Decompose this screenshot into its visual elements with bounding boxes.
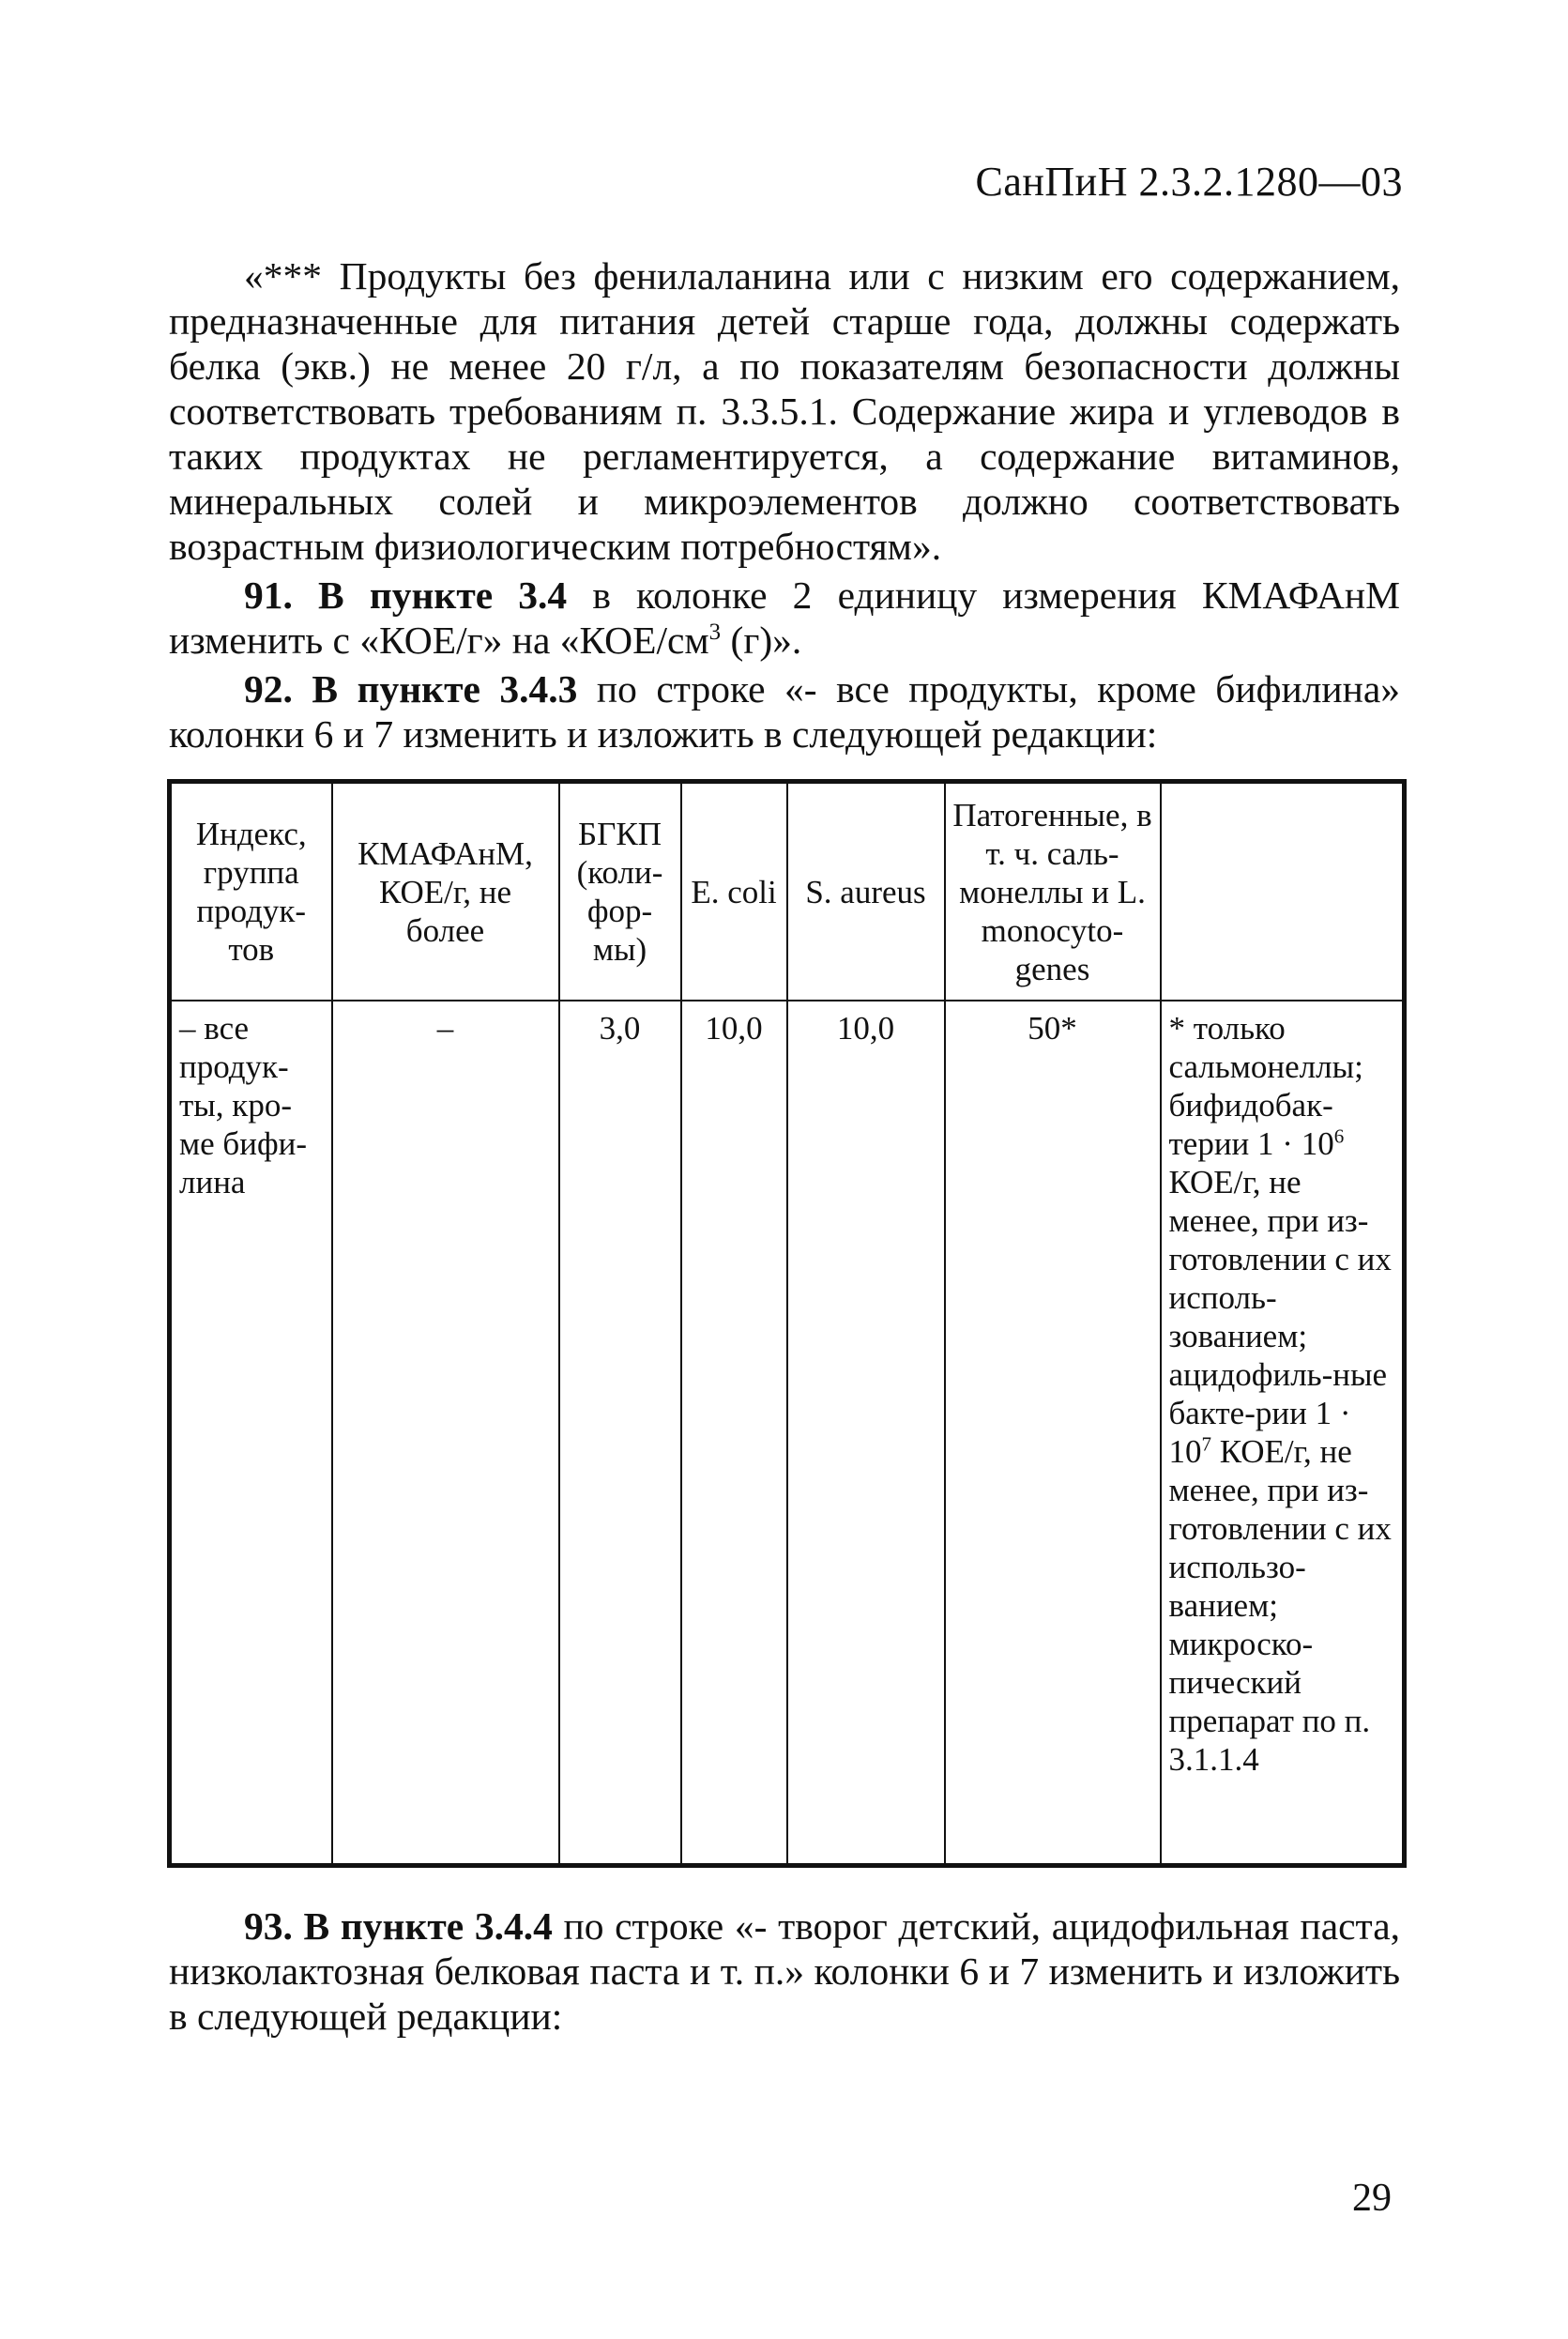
cell-kmafanm: – (332, 1001, 559, 1866)
item-93-lead: 93. В пункте 3.4.4 (244, 1904, 553, 1948)
note-text-2: КОЕ/г, не менее, при из-готовлении с их исполь-зованием; ацидофиль-ные бакте-рии 1 · 10 (1168, 1164, 1392, 1470)
item-91-text: в колонке 2 единицу измерения КМАФАнМ изменить с «КОЕ/г» на «КОЕ/см (169, 573, 1401, 662)
cell-bgkp: 3,0 (559, 1001, 681, 1866)
intro-section (169, 253, 1400, 757)
item-93-text: по строке «- творог детский, ацидофильная паста, низколактозная белковая паста и т. п.» колонки 6 и 7 изменить и изложить в следующей редакции: (169, 1904, 1400, 2038)
note-superscript-1: 6 (1333, 1124, 1345, 1148)
table-row (170, 1001, 1405, 1866)
item-92-paragraph (169, 666, 1400, 757)
page-number: 29 (1352, 2177, 1392, 2220)
note-superscript-2: 7 (1201, 1432, 1211, 1456)
intro-paragraph: «*** Продукты без фенилаланина или с низким его содержанием, предназначенные для питания детей старше года, должны содержать белка (экв.) не менее 20 г/л, а по показателям безопасности должны соответствовать требованиям п. 3.3.5.1. Содержание жира и углеводов в таких продуктах не регламентируется, а содержание витаминов, минеральных солей и микроэлементов должно соответствовать возрастным физиологическим потребностям». (169, 254, 1400, 568)
item-92-lead: 92. В пункте 3.4.3 (244, 667, 578, 711)
item-92-text: по строке «- все продукты, кроме бифилина» колонки 6 и 7 изменить и изложить в следующей редакции: (169, 667, 1400, 756)
header-pathogens: Патогенные, в т. ч. саль-монеллы и L. monocyto-genes (945, 782, 1161, 1001)
item-93-paragraph (169, 1903, 1400, 2039)
note-text-3: КОЕ/г, не менее, при из-готовлении с их использо-ванием; микроско-пический препарат по п. 3.1.1.4 (1168, 1433, 1392, 1778)
item-91-lead: 91. В пункте 3.4 (244, 573, 568, 617)
item-91-paragraph (169, 573, 1400, 663)
cell-saureus: 10,0 (787, 1001, 945, 1866)
header-product-group: Индекс, группа продук-тов (170, 782, 332, 1001)
header-notes (1161, 782, 1405, 1001)
cell-ecoli: 10,0 (681, 1001, 787, 1866)
item-91-superscript: 3 (708, 619, 722, 646)
header-ecoli: E. coli (681, 782, 787, 1001)
cell-product-group: – все продук-ты, кро-ме бифи-лина (170, 1001, 332, 1866)
header-kmafanm: КМАФАнМ, КОЕ/г, не более (332, 782, 559, 1001)
requirements-table (167, 779, 1407, 1868)
cell-pathogens: 50* (945, 1001, 1161, 1866)
item-91-text-end: (г)». (721, 619, 802, 662)
note-text-1: * только сальмонеллы; бифидобак-терии 1 · 10 (1168, 1010, 1363, 1162)
header-saureus: S. aureus (787, 782, 945, 1001)
table-header-row (170, 782, 1405, 1001)
document-code-header: СанПиН 2.3.2.1280—03 (975, 159, 1403, 205)
item-93-section (169, 1903, 1400, 2039)
cell-note (1161, 1001, 1405, 1866)
header-bgkp: БГКП (коли-фор-мы) (559, 782, 681, 1001)
